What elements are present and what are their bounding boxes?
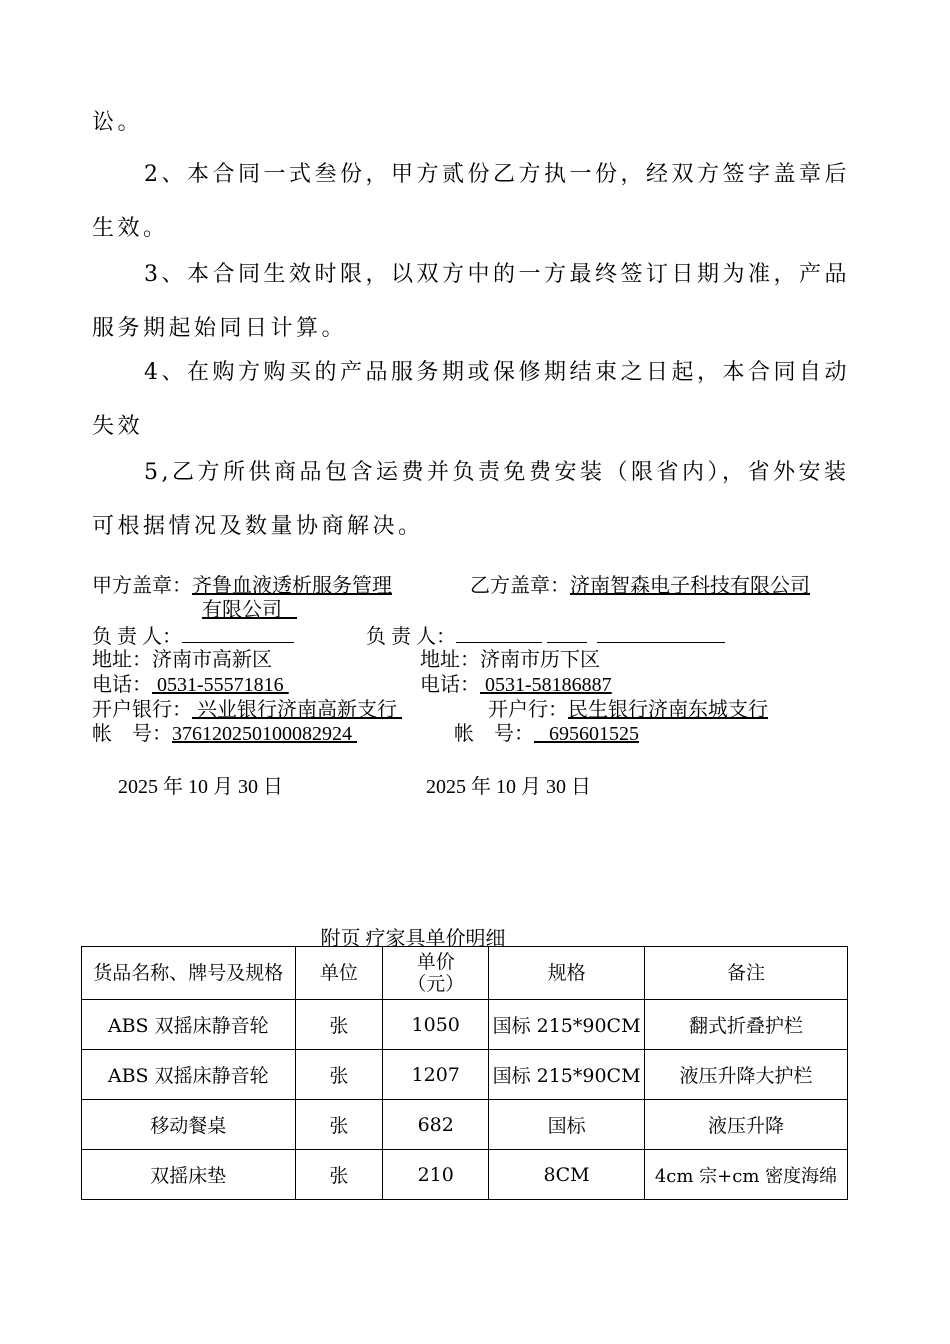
table-cell: 682 (383, 1100, 489, 1150)
clause-4 (92, 346, 860, 454)
table-header-row (82, 947, 848, 1000)
table-cell: 210 (383, 1150, 489, 1200)
table-cell: 翻式折叠护栏 (645, 1000, 848, 1050)
party-b-bank (488, 698, 768, 722)
party-b-seal-label: 乙方盖章： (470, 575, 570, 597)
clause-3 (92, 248, 860, 356)
party-b-rep-blank-2 (547, 624, 587, 643)
column-header: 规格 (489, 947, 645, 1000)
party-b-rep-label: 负 责 人： (366, 626, 456, 648)
party-b-bank-label: 开户行： (488, 699, 568, 721)
table-cell: 国标 215*90CM (489, 1000, 645, 1050)
party-b-seal-value: 济南智森电子科技有限公司 (570, 575, 810, 597)
paragraph-line: 5,乙方所供商品包含运费并负责免费安装（限省内），省外安装 (144, 460, 850, 485)
paragraph-line: 3、本合同生效时限，以双方中的一方最终签订日期为准，产品 (144, 262, 850, 287)
party-a-rep-blank (182, 624, 294, 643)
paragraph-line: 失效 (92, 414, 144, 439)
party-b-rep-blank-3 (597, 624, 725, 643)
paragraph-line: 讼。 (92, 110, 144, 135)
column-header: 单位 (295, 947, 383, 1000)
party-b-rep (366, 624, 725, 649)
party-a-rep (92, 624, 294, 649)
table-cell: 张 (295, 1100, 383, 1150)
table-cell: ABS 双摇床静音轮 (82, 1050, 296, 1100)
party-a-bank-label: 开户银行： (92, 699, 192, 721)
party-b-address: 地址：济南市历下区 (420, 649, 600, 671)
paragraph-line: 服务期起始同日计算。 (92, 316, 348, 341)
table-cell: 液压升降 (645, 1100, 848, 1150)
table-row (82, 1000, 848, 1050)
column-header: 单价 （元） (383, 947, 489, 1000)
column-header: 货品名称、牌号及规格 (82, 947, 296, 1000)
party-a-seal (92, 574, 392, 598)
party-b-rep-blank (456, 624, 542, 643)
table-cell: 1050 (383, 1000, 489, 1050)
party-a-account (92, 722, 357, 746)
party-a-seal-line2 (202, 598, 297, 622)
party-a-date: 2025 年 10 月 30 日 (118, 776, 283, 798)
paragraph-line: 可根据情况及数量协商解决。 (92, 514, 424, 539)
party-b-date: 2025 年 10 月 30 日 (426, 776, 591, 798)
column-header: 备注 (645, 947, 848, 1000)
party-a-bank (92, 698, 402, 722)
party-a-seal-label: 甲方盖章： (92, 575, 192, 597)
party-a-address: 地址：济南市高新区 (92, 649, 272, 671)
table-row (82, 1100, 848, 1150)
table-cell: 移动餐桌 (82, 1100, 296, 1150)
table-row (82, 1150, 848, 1200)
price-table (81, 946, 848, 1200)
table-cell: 1207 (383, 1050, 489, 1100)
clause-2 (92, 148, 860, 256)
party-b-phone (420, 673, 716, 697)
party-a-phone-label: 电话： (92, 674, 152, 696)
table-cell: 8CM (489, 1150, 645, 1200)
clause-5 (92, 446, 860, 554)
table-cell: 4cm 宗+cm 密度海绵 (645, 1150, 848, 1200)
table-cell: 张 (295, 1050, 383, 1100)
table-row (82, 1050, 848, 1100)
table-title-text: 附页 疗家具单价明细 (320, 928, 506, 950)
party-a-phone-value: 0531-55571816 (152, 674, 289, 696)
table-cell: 国标 (489, 1100, 645, 1150)
party-a-rep-label: 负 责 人： (92, 626, 182, 648)
party-a-seal-value: 齐鲁血液透析服务管理 (192, 575, 392, 597)
party-a-bank-value: 兴业银行济南高新支行 (192, 699, 402, 721)
party-b-phone-label: 电话： (420, 674, 480, 696)
party-b-bank-value: 民生银行济南东城支行 (568, 699, 768, 721)
party-a-account-value: 376120250100082924 (172, 723, 357, 745)
party-b-phone-value: 0531-58186887 (480, 674, 612, 696)
party-a-phone (92, 673, 289, 697)
party-a-account-label: 帐 号： (92, 723, 172, 745)
party-a-seal-value-2: 有限公司 (202, 599, 282, 621)
table-cell: 张 (295, 1150, 383, 1200)
paragraph-tail (92, 96, 860, 150)
party-b-account-label: 帐 号： (454, 723, 534, 745)
table-cell: 国标 215*90CM (489, 1050, 645, 1100)
table-cell: 液压升降大护栏 (645, 1050, 848, 1100)
party-b-account-value: 695601525 (534, 723, 639, 745)
table-cell: 双摇床垫 (82, 1150, 296, 1200)
paragraph-line: 2、本合同一式叁份，甲方贰份乙方执一份，经双方签字盖章后 (144, 162, 850, 187)
paragraph-line: 4、在购方购买的产品服务期或保修期结束之日起，本合同自动 (144, 360, 850, 385)
paragraph-line: 生效。 (92, 216, 169, 241)
table-cell: ABS 双摇床静音轮 (82, 1000, 296, 1050)
party-b-account (454, 722, 734, 746)
party-b-seal (470, 574, 810, 598)
table-cell: 张 (295, 1000, 383, 1050)
